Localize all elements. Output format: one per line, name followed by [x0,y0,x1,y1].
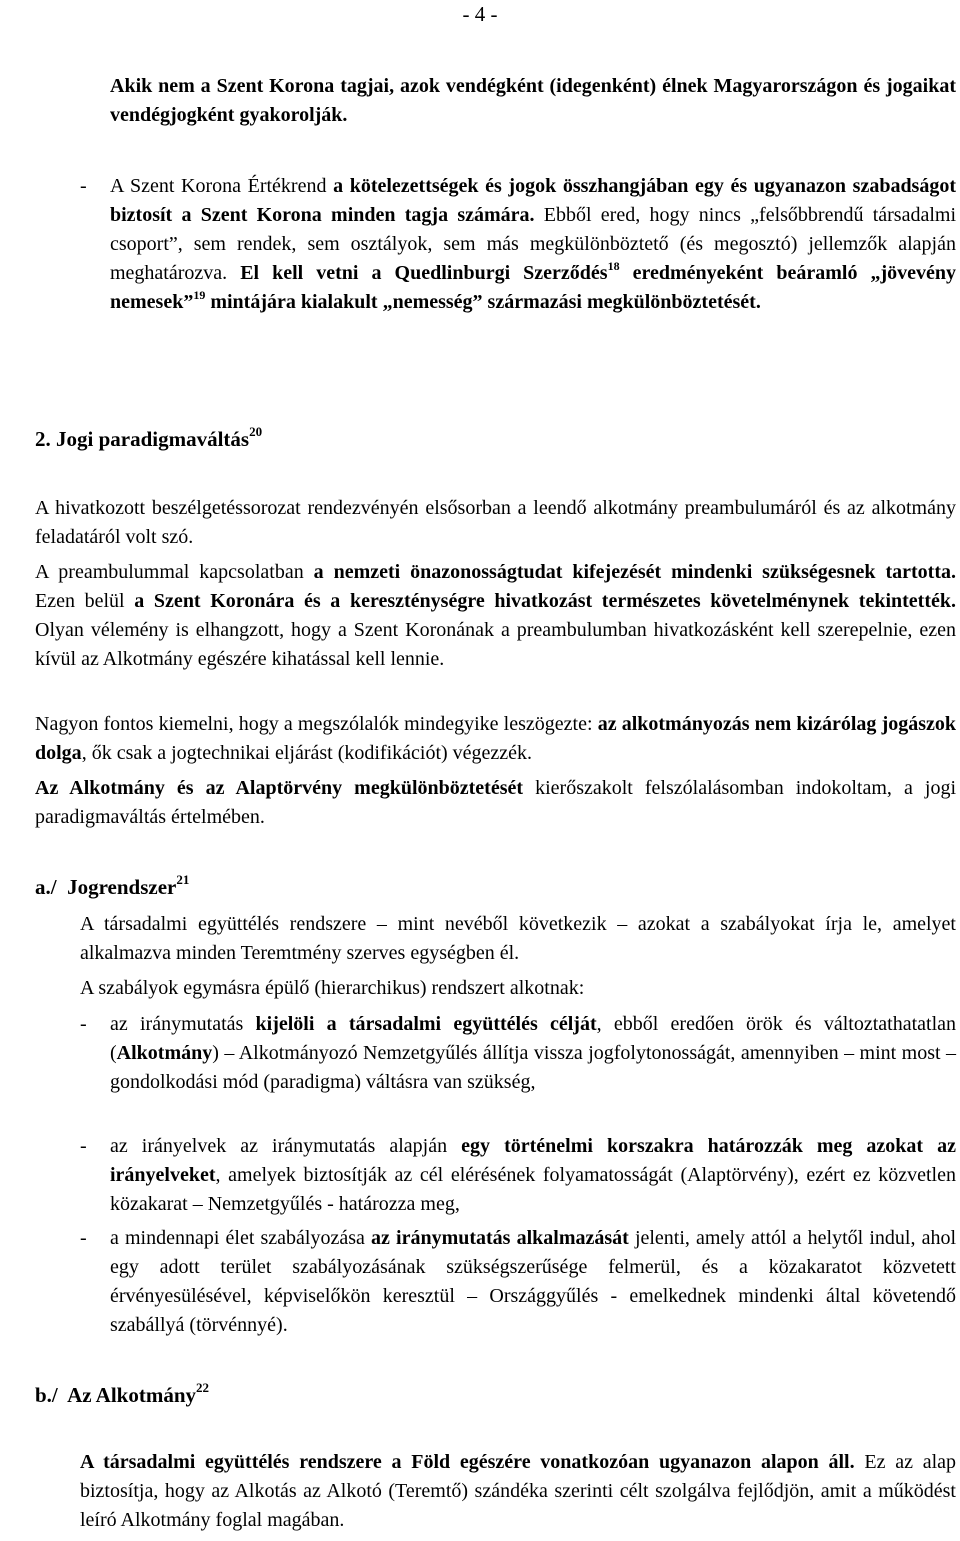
list-item-mindennapi-elet [110,1224,956,1340]
footnote-ref-20: 20 [249,424,263,439]
text-span: a mindennapi élet szabályozása [110,1227,365,1249]
list-dash: - [80,1227,87,1249]
bold-span [110,259,957,313]
text-span: eredményeként beáramló „jövevény nemesek” [110,262,957,313]
bold-span: Az Alkotmány és az Alaptörvény megkülönböztetését [35,777,524,799]
bold-span: az alkotmányozás nem kizárólag jogászok dolga [35,713,957,764]
paragraph-guests [110,72,956,130]
paragraph-szabalyok: A szabályok egymásra épülő (hierarchikus) rendszert alkotnak: [80,977,585,999]
text-span: Ezen belül [35,590,125,612]
text-span: mintájára kialakult „nemesség” származási megkülönböztetését. [210,291,761,313]
text-span: , amelyek biztosítják az cél elérésének folyamatosságát (Alaptörvény), ezért ez közvetlen közakarat – Nemzetgyűlés - határozza meg, [110,1164,956,1215]
text-span: A Szent Korona Értékrend [110,175,327,197]
list-item-iranymutatas [110,1010,956,1097]
list-dash: - [80,1013,87,1035]
heading-text: b./ Az Alkotmány [35,1383,197,1407]
paragraph-preambulum: A hivatkozott beszélgetéssorozat rendezvényén elsősorban a leendő alkotmány preambulumáról és az alkotmány feladatáról volt szó. [35,497,956,548]
text-span: az iránymutatás [110,1013,244,1035]
bold-span: Alkotmány [116,1042,213,1064]
text-span: Olyan vélemény is elhangzott, hogy a Szent Koronának a preambulumban hivatkozásként kell szerepelnie, ezen kívül az Alkotmány egészére kihatással kell lennie. [35,619,956,670]
text-span: Nagyon fontos kiemelni, hogy a megszólalók mindegyike leszögezte: [35,713,593,735]
paragraph-tarsadalmi-egyutteles: A társadalmi együttélés rendszere – mint nevéből következik – azokat a szabályokat írja le, amelyet alkalmazva minden Teremtmény szerves egységben él. [80,913,956,964]
paragraph-alkotmanyozas [35,710,956,768]
section-heading-b [35,1380,209,1410]
paragraph-szent-korona-ertekrend [110,172,956,317]
section-heading-2 [35,424,262,454]
bold-span: a kötelezettségek és jogok összhangjában egy és ugyanazon szabadságot biztosít a Szent Korona minden tagja számára. [110,175,957,226]
text-span: jelenti, amely attól a helytől indul, ahol egy adott terület szabályozásának szükségszerűsége felmerül, és a közakaratot közvetett érvényesülésével, képviselőkön keresztül – Országgyűlés - emelkednek mindenki által követendő szabállyá (törvénnyé). [110,1227,957,1336]
list-dash: - [80,1135,87,1157]
footnote-ref-21: 21 [176,872,190,887]
paragraph-nemzeti-onazonossag [35,558,956,674]
bold-span: egy történelmi korszakra határozzák meg azokat az irányelveket [110,1135,957,1186]
section-heading-a [35,872,189,902]
text-span: Ebből ered, hogy nincs „felsőbbrendű társadalmi csoport”, sem rendek, sem osztályok, sem más megkülönböztető (és megosztó) jellemzők alapján meghatározva. [110,204,957,284]
footnote-ref-18: 18 [607,259,620,273]
bold-span: kijelöli a társadalmi együttélés célját [255,1013,597,1035]
text-span: Ez az alap biztosítja, hogy az Alkotás az Alkotó (Teremtő) szándéka szerinti célt szolgálva fejlődjön, amit a működést leíró Alkotmány foglal magában. [80,1451,957,1531]
bold-span: A társadalmi együttélés rendszere a Föld egészére vonatkozóan ugyanazon alapon áll. [80,1451,855,1473]
footnote-ref-19: 19 [193,288,206,302]
footnote-ref-22: 22 [196,1380,210,1395]
text-span: , ebből eredően örök és változtathatatlan ( [110,1013,956,1064]
list-item-iranyelvek [110,1132,956,1219]
bold-span: a Szent Koronára és a kereszténységre hivatkozást természetes követelménynek tekintették. [134,590,956,612]
text-span: A preambulummal kapcsolatban [35,561,304,583]
text-span: kierőszakolt felszólalásomban indokoltam, a jogi paradigmaváltás értelmében. [35,777,957,828]
text-span: ) – Alkotmányozó Nemzetgyűlés állítja vissza jogfolytonosságát, amennyiben – mint most – gondolkodási mód (paradigma) váltásra van szükség, [110,1042,956,1093]
paragraph-fold-egesze [80,1448,956,1535]
paragraph-alaptorveny [35,774,956,832]
heading-text: 2. Jogi paradigmaváltás [35,427,250,451]
text-span: , ők csak a jogtechnikai eljárást (kodifikációt) végezzék. [81,742,533,764]
bold-span: az iránymutatás alkalmazását [371,1227,629,1249]
paragraph-guests-text: Akik nem a Szent Korona tagjai, azok vendégként (idegenként) élnek Magyarországon és jogaikat vendégjogként gyakorolják. [110,75,956,126]
heading-text: a./ Jogrendszer [35,875,177,899]
text-span: az irányelvek az iránymutatás alapján [110,1135,448,1157]
bold-span: a nemzeti önazonosságtudat kifejezését mindenki szükségesnek tartotta. [313,561,956,583]
bullet-dash: - [80,175,87,197]
text-span: El kell vetni a Quedlinburgi Szerződés [240,262,608,284]
page-number: - 4 - [462,2,498,26]
